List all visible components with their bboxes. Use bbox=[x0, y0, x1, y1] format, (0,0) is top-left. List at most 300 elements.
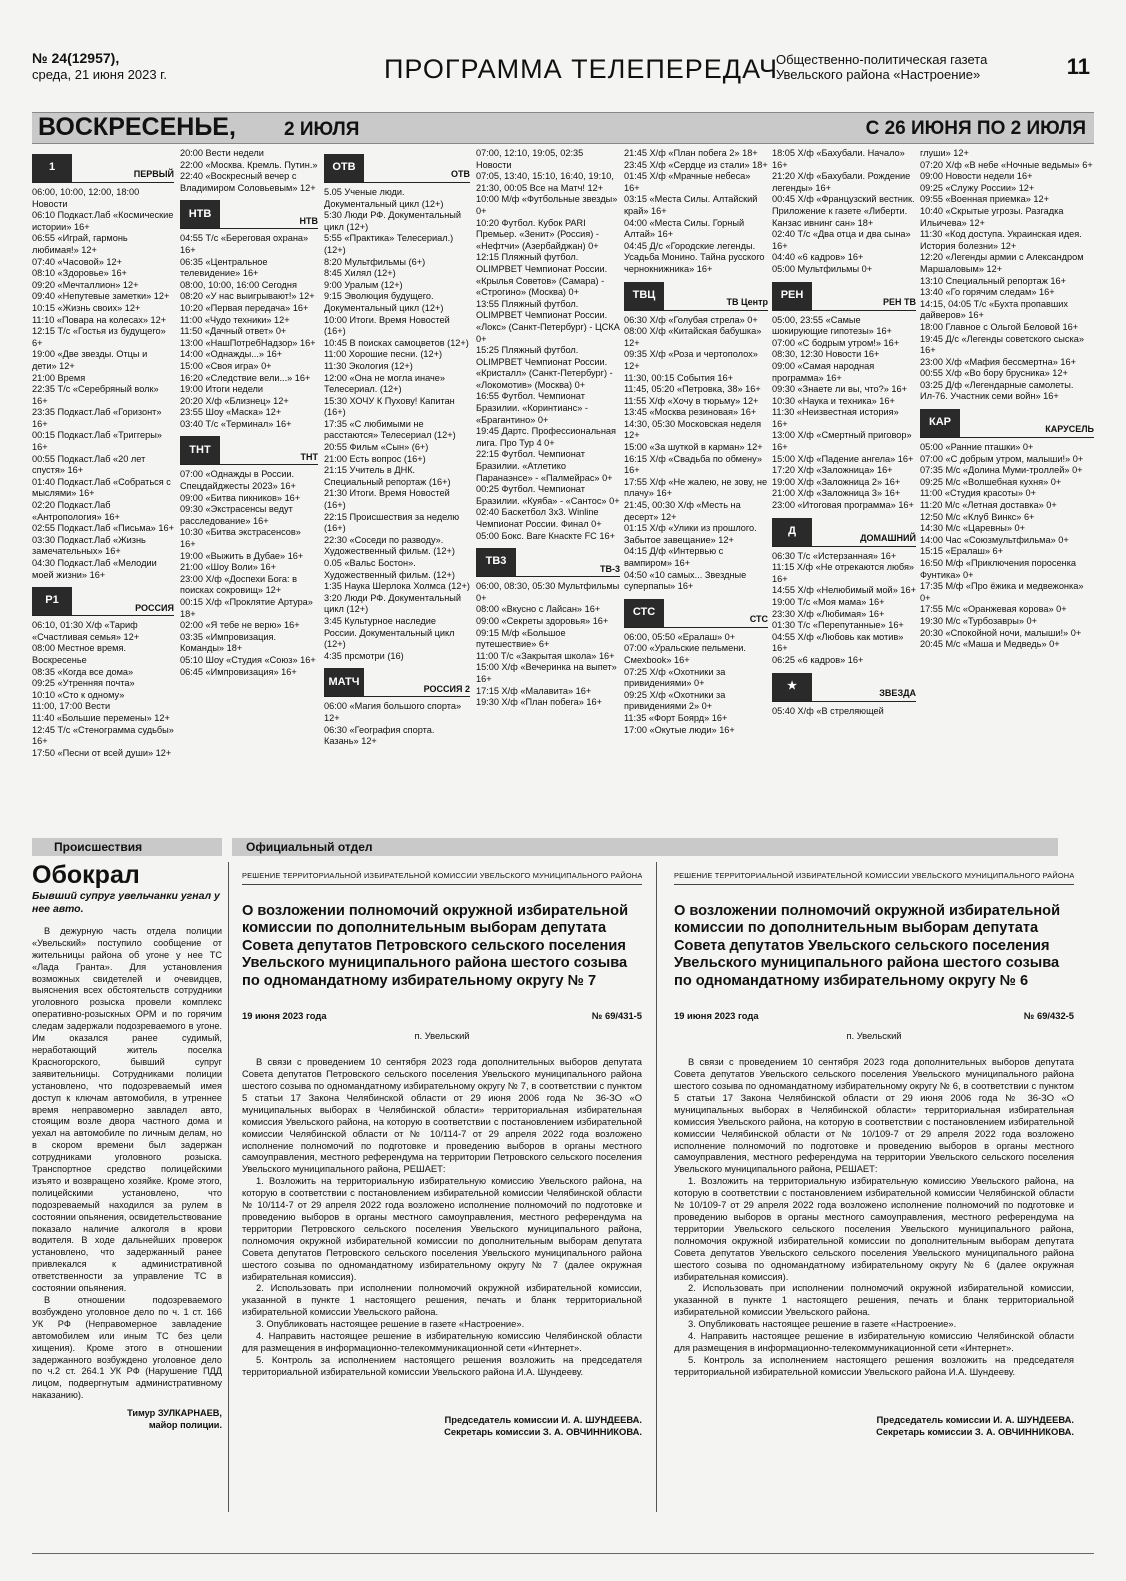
program-item: 8:20 Мультфильмы (6+) bbox=[324, 256, 426, 267]
paper-name-line2: Увельского района «Настроение» bbox=[776, 67, 981, 82]
channel-header bbox=[772, 280, 916, 311]
program-item: 05:10 Шоу «Студия «Союз» 16+ bbox=[180, 654, 316, 665]
program-item: 21:15 Учитель в ДНК. Специальный репортаж (16+) bbox=[324, 465, 451, 487]
program-item: 10:20 Футбол. Кубок PARI Премьер. «Зенит» (Россия) - «Нефтчи» (Азербайджан) 0+ bbox=[476, 217, 599, 251]
program-item: 21:00 Есть вопрос (16+) bbox=[324, 453, 426, 464]
program-item: 21:45 Х/ф «План побега 2» 18+ bbox=[624, 148, 758, 158]
program-item: 02:00 «Я тебе не верю» 16+ bbox=[180, 620, 300, 631]
column-divider bbox=[656, 862, 657, 1512]
channel-name: ЗВЕЗДА bbox=[879, 687, 916, 698]
decision-number: № 69/432-5 bbox=[1023, 1010, 1074, 1022]
program-item: 10:40 «Скрытые угрозы. Разгадка Ильичева» 12+ bbox=[920, 205, 1064, 228]
program-item: 11:30, 00:15 События 16+ bbox=[624, 372, 734, 383]
program-item: 15:25 Пляжный футбол. OLIMPBET Чемпионат России. «Кристалл» (Санкт-Петербург) - «Локомотив» (Москва) 0+ bbox=[476, 345, 613, 390]
program-item: 14:55 Х/ф «Нелюбимый мой» 16+ bbox=[772, 585, 916, 596]
channel-header bbox=[772, 516, 916, 547]
program-item: 09:25 Х/ф «Охотники за привидениями 2» 0+ bbox=[624, 689, 726, 712]
program-item: 15:30 ХОЧУ К Пухову! Капитан (16+) bbox=[324, 395, 455, 418]
page-number: 11 bbox=[1066, 54, 1090, 79]
program-item: 09:00 «Секреты здоровья» 16+ bbox=[476, 615, 609, 626]
program-item: 23:30 Х/ф «Любимая» 16+ bbox=[772, 608, 885, 619]
program-item: 02:55 Подкаст.Лаб «Письма» 16+ bbox=[32, 523, 174, 534]
program-item: 23:55 Шоу «Маска» 12+ bbox=[180, 407, 282, 418]
program-item: 19:45 Дартс. Профессиональная лига. Про Тур 4 0+ bbox=[476, 426, 616, 448]
issue-number: № 24(12957), bbox=[32, 50, 120, 66]
masthead bbox=[32, 50, 1094, 86]
program-item: 3:20 Люди РФ. Документальный цикл (12+) bbox=[324, 592, 462, 615]
program-item: 9:15 Эволюция будущего. Документальный цикл (12+) bbox=[324, 291, 444, 313]
channel-header bbox=[324, 152, 470, 183]
channel-header bbox=[624, 597, 768, 628]
program-item: глуши» 12+ bbox=[920, 148, 969, 158]
program-item: 05:00 «Ранние пташки» 0+ bbox=[920, 442, 1034, 453]
program-item: 19:00 Т/с «Моя мама» 16+ bbox=[772, 597, 885, 607]
tv-column-4 bbox=[476, 148, 620, 832]
program-item: 04:45 Д/с «Городские легенды. Усадьба Монино. Тайна русского чернокнижника» 16+ bbox=[624, 240, 765, 274]
program-item: 06:30 «География спорта. Казань» 12+ bbox=[324, 724, 435, 747]
program-item: 13:55 Пляжный футбол. OLIMPBET Чемпионат России. «Локс» (Санкт-Петербург) - ЦСКА 0+ bbox=[476, 298, 620, 344]
channel-logo-icon: РЕН bbox=[772, 282, 812, 310]
program-item: 12:50 М/с «Клуб Винкс» 6+ bbox=[920, 511, 1035, 522]
day-band bbox=[32, 112, 1094, 144]
decision-body bbox=[242, 1056, 642, 1377]
program-item: 10:10 «Сто к одному» bbox=[32, 689, 125, 700]
channel-logo-icon: Р1 bbox=[32, 587, 72, 615]
program-item: 04:30 Подкаст.Лаб «Мелодии моей жизни» 16+ bbox=[32, 558, 157, 580]
decision-paragraph: 2. Использовать при исполнении полномочий окружной избирательной комиссии, указанной в пункте 1 настоящего решения, печать и бланк территориальной избирательной комиссии Увельского района. bbox=[242, 1282, 642, 1318]
program-item: 06:00 «Магия большого спорта» 12+ bbox=[324, 701, 462, 723]
program-item: 21:45, 00:30 Х/ф «Месть на десерт» 12+ bbox=[624, 500, 741, 522]
program-item: 08:10 «Здоровье» 16+ bbox=[32, 268, 127, 279]
channel-logo-icon: 1 bbox=[32, 154, 72, 182]
program-item: 22:15 Футбол. Чемпионат Бразилии. «Атлетико Паранаэнсе» - «Палмейрас» 0+ bbox=[476, 449, 613, 483]
program-item: 05:00 Мультфильмы 0+ bbox=[772, 263, 873, 274]
program-item: 09:30 «Экстрасенсы ведут расследование» 16+ bbox=[180, 504, 293, 526]
issue-info bbox=[32, 50, 167, 83]
decision-meta bbox=[674, 1010, 1074, 1022]
program-item: 21:20 Х/ф «Бахубали. Рождение легенды» 16+ bbox=[772, 171, 911, 193]
tv-column-1 bbox=[32, 148, 174, 832]
program-item: 20:20 Х/ф «Близнец» 12+ bbox=[180, 395, 289, 406]
program-item: 07:00, 12:10, 19:05, 02:35 Новости bbox=[476, 148, 584, 170]
program-item: 23:45 Х/ф «Сердце из стали» 18+ bbox=[624, 159, 768, 170]
program-item: 14:00 «Однажды...» 16+ bbox=[180, 349, 283, 360]
program-item: 08:00 Х/ф «Китайская бабушка» 12+ bbox=[624, 326, 762, 348]
program-item: 16:55 Футбол. Чемпионат Бразилии. «Коринтианс» - «Брагантино» 0+ bbox=[476, 391, 588, 425]
program-item: 06:35 «Центральное телевидение» 16+ bbox=[180, 256, 268, 279]
incident-lead: Бывший супруг увельчанки угнал у нее авто. bbox=[32, 889, 220, 915]
program-item: 10:15 «Жизнь своих» 12+ bbox=[32, 302, 141, 313]
program-item: 16:50 М/ф «Приключения поросенка Фунтика» 0+ bbox=[920, 558, 1077, 580]
program-item: 04:55 Х/ф «Любовь как мотив» 16+ bbox=[772, 631, 904, 654]
program-item: 11:00, 17:00 Вести bbox=[32, 701, 111, 712]
program-item: 06:30 Т/с «Истерзанная» 16+ bbox=[772, 550, 897, 561]
channel-name: ОТВ bbox=[451, 169, 470, 180]
decision-body bbox=[674, 1056, 1074, 1377]
program-item: 22:40 «Воскресный вечер с Владимиром Соловьевым» 12+ bbox=[180, 171, 316, 193]
program-item: 06:10, 01:30 Х/ф «Тариф «Счастливая семья» 12+ bbox=[32, 620, 140, 642]
program-item: 14:00 Час «Союзмультфильма» 0+ bbox=[920, 534, 1069, 545]
program-item: 01:40 Подкаст.Лаб «Собраться с мыслями» 16+ bbox=[32, 476, 171, 499]
official-band: Официальный отдел bbox=[232, 838, 1058, 856]
program-item: 04:50 «10 самых... Звездные суперпапы» 16+ bbox=[624, 569, 747, 592]
program-item: 1:35 Наука Шерлока Холмса (12+) bbox=[324, 581, 470, 592]
program-item: 5:55 «Практика» Телесериал.) (12+) bbox=[324, 233, 454, 255]
decision-title: О возложении полномочий окружной избирательной комиссии по дополнительным выборам депутата Совета депутатов Петровского сельского поселения Увельского муниципального района шестого созыва по одномандатному избирательному округу № 7 bbox=[242, 902, 629, 989]
channel-name: ПЕРВЫЙ bbox=[133, 169, 174, 180]
day-date: 2 ИЮЛЯ bbox=[284, 119, 360, 140]
tv-column-3 bbox=[324, 148, 470, 832]
program-item: 11:50 «Дачный ответ» 0+ bbox=[180, 326, 287, 337]
tv-column-5 bbox=[624, 148, 768, 832]
decision-title: О возложении полномочий окружной избирательной комиссии по дополнительным выборам депутата Совета депутатов Увельского сельского поселения Увельского муниципального района шестого созыва по одномандатному избирательному округу № 6 bbox=[674, 902, 1061, 989]
program-item: 10:45 В поисках самоцветов (12+) bbox=[324, 337, 469, 348]
program-item: 19:00 «Две звезды. Отцы и дети» 12+ bbox=[32, 349, 148, 371]
channel-name: НТВ bbox=[299, 215, 318, 226]
program-item: 09:25 «Служу России» 12+ bbox=[920, 182, 1035, 193]
program-item: 23:00 Х/ф «Доспехи Бога: в поисках сокровищ» 12+ bbox=[180, 573, 298, 596]
program-item: 15:00 «За шуткой в карман» 12+ bbox=[624, 442, 763, 453]
program-item: 22:00 «Москва. Кремль. Путин.» bbox=[180, 159, 318, 170]
program-item: 06:45 «Импровизация» 16+ bbox=[180, 666, 297, 677]
program-item: 07:20 Х/ф «В небе «Ночные ведьмы» 6+ bbox=[920, 159, 1093, 170]
decision-paragraph: 3. Опубликовать настоящее решение в газете «Настроение». bbox=[256, 1318, 525, 1330]
channel-name: РОССИЯ 2 bbox=[423, 683, 470, 694]
program-item: 19:00 Итоги недели bbox=[180, 384, 264, 395]
channel-header bbox=[624, 280, 768, 311]
decision-paragraph: 2. Использовать при исполнении полномочий окружной избирательной комиссии, указанной в пункте 1 настоящего решения, печать и бланк территориальной избирательной комиссии Увельского района. bbox=[674, 1282, 1074, 1318]
program-item: 12:45 Т/с «Стенограмма судьбы» 16+ bbox=[32, 724, 174, 747]
program-item: 20:45 М/с «Маша и Медведь» 0+ bbox=[920, 639, 1060, 650]
program-item: 11:20 М/с «Летная доставка» 0+ bbox=[920, 500, 1057, 511]
paper-name bbox=[776, 52, 987, 82]
program-item: 01:30 Т/с «Перепутанные» 16+ bbox=[772, 620, 904, 631]
program-item: 11:00 Т/с «Закрытая школа» 16+ bbox=[476, 650, 615, 661]
program-item: 11:30 Экология (12+) bbox=[324, 360, 413, 371]
program-item: 10:00 М/ф «Футбольные звезды» 0+ bbox=[476, 194, 618, 216]
program-item: 10:00 Итоги. Время Новостей (16+) bbox=[324, 314, 450, 337]
program-item: 00:55 Х/ф «Во бору брусника» 12+ bbox=[920, 368, 1068, 379]
program-item: 03:30 Подкаст.Лаб «Жизнь замечательных» 16+ bbox=[32, 534, 146, 557]
program-item: 20:30 «Спокойной ночи, малыши!» 0+ bbox=[920, 627, 1082, 638]
channel-name: ТВ Центр bbox=[726, 296, 768, 307]
program-item: 06:10 Подкаст.Лаб «Космические истории» 16+ bbox=[32, 210, 174, 232]
program-item: 02:40 Баскетбол 3х3. Winline Чемпионат России. Финал 0+ bbox=[476, 507, 602, 529]
program-item: 00:15 Х/ф «Проклятие Артура» 18+ bbox=[180, 597, 313, 619]
program-item: 07:35 М/с «Долина Муми-троллей» 0+ bbox=[920, 465, 1083, 476]
decision-header: РЕШЕНИЕ ТЕРРИТОРИАЛЬНОЙ ИЗБИРАТЕЛЬНОЙ КОМИССИИ УВЕЛЬСКОГО МУНИЦИПАЛЬНОГО РАЙОНА bbox=[674, 870, 1074, 885]
program-item: 07:40 «Часовой» 12+ bbox=[32, 256, 122, 267]
program-item: 07:00 «С добрым утром, малыши!» 0+ bbox=[920, 453, 1084, 464]
program-item: 05:40 Х/ф «В стреляющей bbox=[772, 705, 884, 716]
program-item: 04:00 «Места Силы. Горный Алтай» 16+ bbox=[624, 217, 745, 240]
program-item: 10:30 «Наука и техника» 16+ bbox=[772, 395, 895, 406]
program-item: 05:00 Бокс. Ваге Кнаскте FC 16+ bbox=[476, 530, 615, 541]
program-item: 22:35 Т/с «Серебряный волк» 16+ bbox=[32, 384, 159, 406]
day-name: ВОСКРЕСЕНЬЕ, bbox=[38, 113, 236, 141]
program-item: 07:25 Х/ф «Охотники за привидениями» 0+ bbox=[624, 666, 726, 689]
issue-date: среда, 21 июня 2023 г. bbox=[32, 67, 167, 82]
decision-chair: Председатель комиссии И. А. ШУНДЕЕВА. bbox=[876, 1413, 1074, 1425]
program-item: 11:55 Х/ф «Хочу в тюрьму» 12+ bbox=[624, 395, 759, 406]
channel-name: КАРУСЕЛЬ bbox=[1045, 424, 1094, 435]
program-item: 17:50 «Песни от всей души» 12+ bbox=[32, 747, 172, 758]
program-item: 18:00 Главное с Ольгой Беловой 16+ bbox=[920, 321, 1079, 332]
program-item: 01:15 Х/ф «Улики из прошлого. Забытое завещание» 12+ bbox=[624, 523, 757, 545]
program-item: 08:00 Местное время. Воскресенье bbox=[32, 643, 127, 665]
decision-date: 19 июня 2023 года bbox=[242, 1010, 327, 1022]
channel-header bbox=[32, 585, 174, 616]
program-item: 06:00, 08:30, 05:30 Мультфильмы 0+ bbox=[476, 581, 620, 603]
program-item: 11:35 «Форт Боярд» 16+ bbox=[624, 712, 728, 723]
program-item: 04:15 Д/ф «Интервью с вампиром» 16+ bbox=[624, 546, 724, 568]
program-item: 07:00 «Однажды в России. Спецдайджесты 2023» 16+ bbox=[180, 469, 296, 492]
program-item: 09:00 Новости недели 16+ bbox=[920, 171, 1033, 182]
program-item: 08:00 «Вкусно с Лайсан» 16+ bbox=[476, 604, 601, 615]
program-item: 0.05 «Вальс Бостон». Художественный фильм. (12+) bbox=[324, 558, 455, 580]
program-item: 04:40 «6 кадров» 16+ bbox=[772, 252, 864, 263]
channel-logo-icon: ★ bbox=[772, 673, 812, 701]
program-item: 9:00 Уралым (12+) bbox=[324, 279, 403, 290]
program-item: 01:45 Х/ф «Мрачные небеса» 16+ bbox=[624, 171, 751, 193]
program-item: 16:15 Х/ф «Свадьба по обмену» 16+ bbox=[624, 453, 762, 476]
channel-logo-icon: Д bbox=[772, 518, 812, 546]
program-item: 11:30 «Код доступа. Украинская идея. История болезни» 12+ bbox=[920, 229, 1082, 251]
incidents-band: Происшествия bbox=[32, 838, 222, 856]
program-item: 09:40 «Непутевые заметки» 12+ bbox=[32, 291, 170, 302]
channel-name: ТВ-3 bbox=[600, 563, 620, 574]
decision-paragraph: 1. Возложить на территориальную избирательную комиссию Увельского района, на которую в соответствии с постановлением избирательной комиссии Челябинской области № 10/109-7 от 29 апреля 2022 года возложено исполнение полномочий по подготовке и проведению выборов в органы местного самоуправления, местного референдума на территории Увельского сельского поселения Увельского муниципального района, полномочия окружной избирательной комиссии по дополнительным выборам депутата Совета депутатов Увельского сельского поселения Увельского муниципального района шестого созыва по одномандатному избирательному округу № 6 (далее окружная избирательная комиссия). bbox=[674, 1175, 1074, 1282]
program-item: 00:55 Подкаст.Лаб «20 лет спустя» 16+ bbox=[32, 453, 146, 476]
program-item: 08:20 «У нас выигрывают!» 12+ bbox=[180, 291, 315, 302]
decision-paragraph: 4. Направить настоящее решение в избирательную комиссию Челябинской области для размещения в информационно-телекоммуникационной сети «Интернет». bbox=[674, 1330, 1074, 1353]
program-item: 21:00 Х/ф «Заложница 3» 16+ bbox=[772, 488, 901, 499]
incident-article bbox=[32, 861, 222, 1432]
program-item: 3:45 Культурное наследие России. Документальный цикл (12+) bbox=[324, 615, 455, 650]
program-item: 15:15 «Ералаш» 6+ bbox=[920, 546, 1003, 557]
channel-header bbox=[324, 666, 470, 697]
program-item: 02:40 Т/с «Два отца и два сына» 16+ bbox=[772, 229, 911, 251]
decision-paragraph: 5. Контроль за исполнением настоящего решения возложить на председателя территориальной избирательной комиссии Увельского района И.А. Шундееву. bbox=[674, 1353, 1074, 1377]
bottom-rule bbox=[32, 1553, 1094, 1554]
program-item: 13:45 «Москва резиновая» 16+ bbox=[624, 407, 757, 418]
program-item: 09:35 Х/ф «Роза и чертополох» 12+ bbox=[624, 349, 758, 371]
program-item: 17:20 Х/ф «Заложница» 16+ bbox=[772, 465, 893, 476]
program-item: 12:00 «Она не могла иначе» Телесериал. (12+) bbox=[324, 372, 445, 395]
program-item: 12:15 Т/с «Гостья из будущего» 6+ bbox=[32, 326, 166, 348]
channel-name: РЕН ТВ bbox=[882, 296, 916, 307]
program-item: 15:00 Х/ф «Вечеринка на выпет» 16+ bbox=[476, 662, 617, 684]
decision-secretary: Секретарь комиссии З. А. ОВЧИННИКОВА. bbox=[444, 1425, 642, 1437]
decision-signatures bbox=[674, 1414, 1074, 1438]
program-item: 14:30 М/с «Царевны» 0+ bbox=[920, 523, 1026, 534]
decision-place: п. Увельский bbox=[414, 1030, 470, 1042]
program-item: 09:55 «Военная приемка» 12+ bbox=[920, 194, 1050, 205]
program-item: 09:00 «Битва пикников» 16+ bbox=[180, 492, 301, 503]
program-item: 05:00, 23:55 «Самые шокирующие гипотезы» 16+ bbox=[772, 314, 892, 337]
incident-paragraph: В дежурную часть отдела полиции «Увельский» поступило сообщение от жительницы района об угоне у нее ТС «Лада Гранта». Для установления возможных свидетелей и очевидцев, выяснения всех обстоятельств сотрудники уголовного розыска провели комплекс оперативно-розыскных ОРМ и по горячим следам задержали подозреваемого в угоне. Им оказался ранее судимый, неработающий житель поселка Красногорского, бывший супруг заявительницы. Сотрудниками полиции установлено, что подозреваемый имея доступ к ключам автомобиля, в утреннее время неправомерно завладел авто, стоящим возле двора частного дома и уехал на автомобиле по личным делам, но в скором времени был задержан сотрудниками уголовного розыска. Транспортное средство полицейскими изъято и возвращено хозяйке. Кроме этого, полицейскими установлено, что подозреваемый находился за рулем в состоянии опьянения, освидетельствование показало наличие алкоголя в крови водителя. В ходе дальнейших проверок установлено, что задержанный ранее привлекался к административной ответственности за управление ТС в состоянии опьянения. bbox=[32, 925, 222, 1294]
program-item: 11:00 «Студия красоты» 0+ bbox=[920, 488, 1037, 499]
program-item: 13:00 Х/ф «Смертный приговор» 16+ bbox=[772, 430, 912, 453]
channel-name: ТНТ bbox=[300, 451, 318, 462]
program-item: 06:25 «6 кадров» 16+ bbox=[772, 654, 864, 665]
paper-name-line1: Общественно-политическая газета bbox=[776, 52, 988, 67]
decision-2 bbox=[674, 870, 1074, 1438]
channel-header bbox=[772, 671, 916, 702]
decision-header: РЕШЕНИЕ ТЕРРИТОРИАЛЬНОЙ ИЗБИРАТЕЛЬНОЙ КОМИССИИ УВЕЛЬСКОГО МУНИЦИПАЛЬНОГО РАЙОНА bbox=[242, 870, 642, 885]
column-divider bbox=[228, 862, 229, 1512]
program-item: 19:30 Х/ф «План побега» 16+ bbox=[476, 697, 603, 708]
program-item: 5.05 Ученые люди. Документальный цикл (12+) bbox=[324, 187, 444, 209]
program-item: 07:00 «С бодрым утром!» 16+ bbox=[772, 337, 900, 348]
program-item: 03:25 Д/ф «Легендарные самолеты. Ил-76. Участник семи войн» 16+ bbox=[920, 379, 1074, 402]
channel-header bbox=[180, 198, 318, 229]
program-item: 09:20 «Мечталлион» 12+ bbox=[32, 279, 139, 290]
program-item: 5:30 Люди РФ. Документальный цикл (12+) bbox=[324, 210, 462, 232]
decision-date: 19 июня 2023 года bbox=[674, 1010, 759, 1022]
program-item: 11:40 «Большие перемены» 12+ bbox=[32, 712, 170, 723]
program-item: 10:20 «Первая передача» 16+ bbox=[180, 302, 309, 313]
program-item: 22:15 Происшествия за неделю (16+) bbox=[324, 511, 460, 534]
program-item: 19:00 «Выжить в Дубае» 16+ bbox=[180, 550, 304, 561]
decision-place: п. Увельский bbox=[846, 1030, 902, 1042]
program-item: 17:35 М/ф «Про ёжика и медвежонка» 0+ bbox=[920, 581, 1084, 603]
program-item: 07:00 «Уральские пельмени. Смехbook» 16+ bbox=[624, 643, 746, 665]
program-item: 21:30 Итоги. Время Новостей (16+) bbox=[324, 488, 450, 511]
program-item: 03:15 «Места Силы. Алтайский край» 16+ bbox=[624, 194, 758, 216]
channel-header bbox=[180, 434, 318, 465]
program-item: 14:30, 05:30 Московская неделя 12+ bbox=[624, 418, 762, 441]
program-item: 11:30 «Неизвестная история» 16+ bbox=[772, 407, 899, 429]
program-item: 10:30 «Битва экстрасенсов» 16+ bbox=[180, 527, 301, 550]
program-item: 13:00 «НашПотребНадзор» 16+ bbox=[180, 337, 316, 348]
incident-author: Тимур ЗУЛКАРНАЕВ, bbox=[127, 1408, 222, 1419]
decision-meta bbox=[242, 1010, 642, 1022]
program-item: 17:35 «С любимыми не расстаются» Телесериал (12+) bbox=[324, 418, 456, 441]
channel-logo-icon: ТВЦ bbox=[624, 282, 664, 310]
program-item: 13:10 Специальный репортаж 16+ bbox=[920, 275, 1066, 286]
week-range: С 26 ИЮНЯ ПО 2 ИЮЛЯ bbox=[865, 118, 1086, 139]
program-item: 00:45 Х/ф «Французский вестник. Приложение к газете «Либерти. Канзас ивнинг сан» 18+ bbox=[772, 194, 915, 228]
program-item: 18:05 Х/ф «Бахубали. Начало» 16+ bbox=[772, 148, 905, 170]
decision-paragraph: 1. Возложить на территориальную избирательную комиссию Увельского района, на которую в соответствии с постановлением избирательной комиссии Челябинской области № 10/114-7 от 29 апреля 2022 года возложено исполнение полномочий по подготовке и проведению выборов в органы местного самоуправления, местного референдума на территории Петровского сельского поселения Увельского муниципального района, полномочия окружной избирательной комиссии по дополнительным выборам депутата Совета депутатов Петровского сельского поселения Увельского муниципального района шестого созыва по одномандатному избирательному округу № 7 (далее окружная избирательная комиссия). bbox=[242, 1175, 642, 1282]
program-item: 11:00 Хорошие песни. (12+) bbox=[324, 349, 443, 360]
program-item: 22:30 «Соседи по разводу». Художественный фильм. (12+) bbox=[324, 534, 455, 557]
program-item: 15:00 Х/ф «Падение ангела» 16+ bbox=[772, 453, 914, 464]
program-item: 16:20 «Следствие вели...» 16+ bbox=[180, 372, 311, 383]
program-item: 20:00 Вести недели bbox=[180, 148, 264, 158]
program-item: 00:25 Футбол. Чемпионат Бразилии. «Куяба» - «Сантос» 0+ bbox=[476, 484, 620, 506]
program-item: 06:00, 05:50 «Ералаш» 0+ bbox=[624, 631, 736, 642]
program-item: 19:30 М/с «Турбозавры» 0+ bbox=[920, 615, 1038, 626]
program-item: 21:00 «Шоу Воли» 16+ bbox=[180, 562, 277, 573]
decision-chair: Председатель комиссии И. А. ШУНДЕЕВА. bbox=[444, 1413, 642, 1425]
decision-paragraph: 3. Опубликовать настоящее решение в газете «Настроение». bbox=[688, 1318, 957, 1330]
program-item: 23:00 Х/ф «Мафия бессмертна» 16+ bbox=[920, 356, 1076, 367]
program-item: 23:00 «Итоговая программа» 16+ bbox=[772, 500, 914, 511]
program-item: 06:55 «Играй, гармонь любимая!» 12+ bbox=[32, 233, 128, 255]
program-item: 4:35 прсмотри (16) bbox=[324, 650, 404, 661]
program-item: 11:10 «Повара на колесах» 12+ bbox=[32, 314, 167, 325]
decision-paragraph: 4. Направить настоящее решение в избирательную комиссию Челябинской области для размещения в информационно-телекоммуникационной сети «Интернет». bbox=[242, 1330, 642, 1353]
program-item: 21:00 Время bbox=[32, 372, 86, 383]
program-item: 13:40 «Го горячим следам» 16+ bbox=[920, 287, 1055, 298]
program-item: 8:45 Хилял (12+) bbox=[324, 268, 396, 279]
program-item: 17:00 «Окутые люди» 16+ bbox=[624, 724, 735, 735]
channel-logo-icon: КАР bbox=[920, 409, 960, 437]
program-item: 04:55 Т/с «Береговая охрана» 16+ bbox=[180, 233, 309, 255]
program-item: 20:55 Фильм «Сын» (6+) bbox=[324, 442, 429, 453]
program-item: 11:15 Х/ф «Не отрекаются любя» 16+ bbox=[772, 562, 915, 584]
program-item: 12:20 «Легенды армии с Александром Маршаловым» 12+ bbox=[920, 252, 1084, 274]
tv-column-2 bbox=[180, 148, 318, 832]
channel-header bbox=[476, 546, 620, 577]
program-item: 11:00 «Чудо техники» 12+ bbox=[180, 314, 290, 325]
program-item: 11:45, 05:20 «Петровка, 38» 16+ bbox=[624, 384, 761, 395]
channel-header bbox=[32, 152, 174, 183]
decision-paragraph: В связи с проведением 10 сентября 2023 года дополнительных выборов депутата Совета депутатов Петровского сельского поселения Увельского муниципального района шестого созыва по одномандатному избирательному округу № 7, в соответствии с пунктом 5 статьи 17 Закона Челябинской области от 29 июня 2006 года № 36-ЗО «О муниципальных выборах в Челябинской области» территориальная избирательная комиссия Увельского района, на которую в соответствии с постановлением избирательной комиссии Челябинской области от № 10/114-7 от 29 апреля 2022 года возложено исполнение полномочий по подготовке и проведению выборов в органы местного самоуправления, местного референдума на территории Петровского сельского поселения Увельского муниципального района, РЕШАЕТ: bbox=[242, 1056, 642, 1175]
program-item: 15:00 «Своя игра» 0+ bbox=[180, 360, 272, 371]
program-item: 03:35 «Импровизация. Команды» 18+ bbox=[180, 631, 277, 654]
program-item: 19:00 Х/ф «Заложница 2» 16+ bbox=[772, 476, 901, 487]
program-item: 09:25 М/с «Волшебная кухня» 0+ bbox=[920, 476, 1062, 487]
program-item: 09:15 М/ф «Большое путешествие» 6+ bbox=[476, 627, 566, 650]
program-item: 17:55 М/с «Оранжевая корова» 0+ bbox=[920, 604, 1067, 615]
incident-author-role: майор полиции. bbox=[148, 1420, 222, 1431]
program-item: 14:15, 04:05 Т/с «Бухта пропавших дайверов» 16+ bbox=[920, 298, 1068, 321]
channel-name: РОССИЯ bbox=[135, 602, 174, 613]
decision-1 bbox=[242, 870, 642, 1438]
program-item: 09:30 «Знаете ли вы, что?» 16+ bbox=[772, 384, 907, 395]
program-item: 06:00, 10:00, 12:00, 18:00 Новости bbox=[32, 187, 140, 209]
program-item: 02:20 Подкаст.Лаб «Антропология» 16+ bbox=[32, 500, 120, 522]
channel-name: ДОМАШНИЙ bbox=[860, 533, 916, 544]
incident-signature bbox=[32, 1408, 222, 1432]
program-item: 12:15 Пляжный футбол. OLIMPBET Чемпионат России. «Крылья Советов» (Самара) - «Строгино» (Москва) 0+ bbox=[476, 252, 608, 298]
program-item: 17:55 Х/ф «Не жалею, не зову, не плачу» 16+ bbox=[624, 476, 768, 499]
incident-title: Обокрал bbox=[32, 861, 140, 889]
decision-number: № 69/431-5 bbox=[591, 1010, 642, 1022]
channel-logo-icon: МАТЧ bbox=[324, 668, 364, 696]
channel-header bbox=[920, 407, 1094, 438]
program-item: 00:15 Подкаст.Лаб «Триггеры» 16+ bbox=[32, 430, 162, 453]
program-item: 06:30 Х/ф «Голубая стрела» 0+ bbox=[624, 314, 758, 325]
channel-logo-icon: ТНТ bbox=[180, 436, 220, 464]
channel-logo-icon: НТВ bbox=[180, 200, 220, 228]
program-item: 19:45 Д/с «Легенды советского сыска» 16+ bbox=[920, 333, 1084, 356]
section-title: ПРОГРАММА ТЕЛЕПЕРЕДАЧ bbox=[384, 54, 778, 84]
decision-paragraph: 5. Контроль за исполнением настоящего решения возложить на председателя территориальной избирательной комиссии Увельского района И.А. Шундееву. bbox=[242, 1353, 642, 1377]
program-item: 09:25 «Утренняя почта» bbox=[32, 678, 135, 689]
program-item: 17:15 Х/ф «Малавита» 16+ bbox=[476, 685, 592, 696]
channel-logo-icon: СТС bbox=[624, 599, 664, 627]
decision-signatures bbox=[242, 1414, 642, 1438]
program-item: 08:35 «Когда все дома» bbox=[32, 666, 134, 677]
program-item: 09:00 «Самая народная программа» 16+ bbox=[772, 360, 875, 383]
tv-column-6 bbox=[772, 148, 916, 832]
program-item: 08:00, 10:00, 16:00 Сегодня bbox=[180, 279, 297, 290]
channel-logo-icon: ОТВ bbox=[324, 154, 364, 182]
program-item: 03:40 Т/с «Терминал» 16+ bbox=[180, 418, 292, 429]
channel-logo-icon: ТВ3 bbox=[476, 548, 516, 576]
channel-name: СТС bbox=[749, 614, 768, 625]
decision-paragraph: В связи с проведением 10 сентября 2023 года дополнительных выборов депутата Совета депутатов Увельского сельского поселения Увельского муниципального района шестого созыва по одномандатному избирательному округу № 6, в соответствии с пунктом 5 статьи 17 Закона Челябинской области от 29 июня 2006 года № 36-ЗО «О муниципальных выборах в Челябинской области» территориальная избирательная комиссия Увельского района, на которую в соответствии с постановлением избирательной комиссии Челябинской области от № 10/109-7 от 29 апреля 2022 года возложено исполнение полномочий по подготовке и проведению выборов в органы местного самоуправления, местного референдума на территории Увельского сельского поселения Увельского муниципального района, РЕШАЕТ: bbox=[674, 1056, 1074, 1175]
tv-column-7 bbox=[920, 148, 1094, 832]
program-item: 07:05, 13:40, 15:10, 16:40, 19:10, 21:30, 00:05 Все на Матч! 12+ bbox=[476, 171, 614, 193]
program-item: 23:35 Подкаст.Лаб «Горизонт» 16+ bbox=[32, 407, 162, 429]
incident-paragraph: В отношении подозреваемого возбуждено уголовное дело по ч. 1 ст. 166 УК РФ (Неправомерное завладение автомобилем или иным ТС без цели хищения). Кроме этого в отношении задержанного возбуждено уголовное дело по ч.2 ст. 264.1 УК РФ (Нарушение ПДД лицом, подвергнутым административному наказанию). bbox=[32, 1295, 222, 1401]
decision-secretary: Секретарь комиссии З. А. ОВЧИННИКОВА. bbox=[876, 1425, 1074, 1437]
